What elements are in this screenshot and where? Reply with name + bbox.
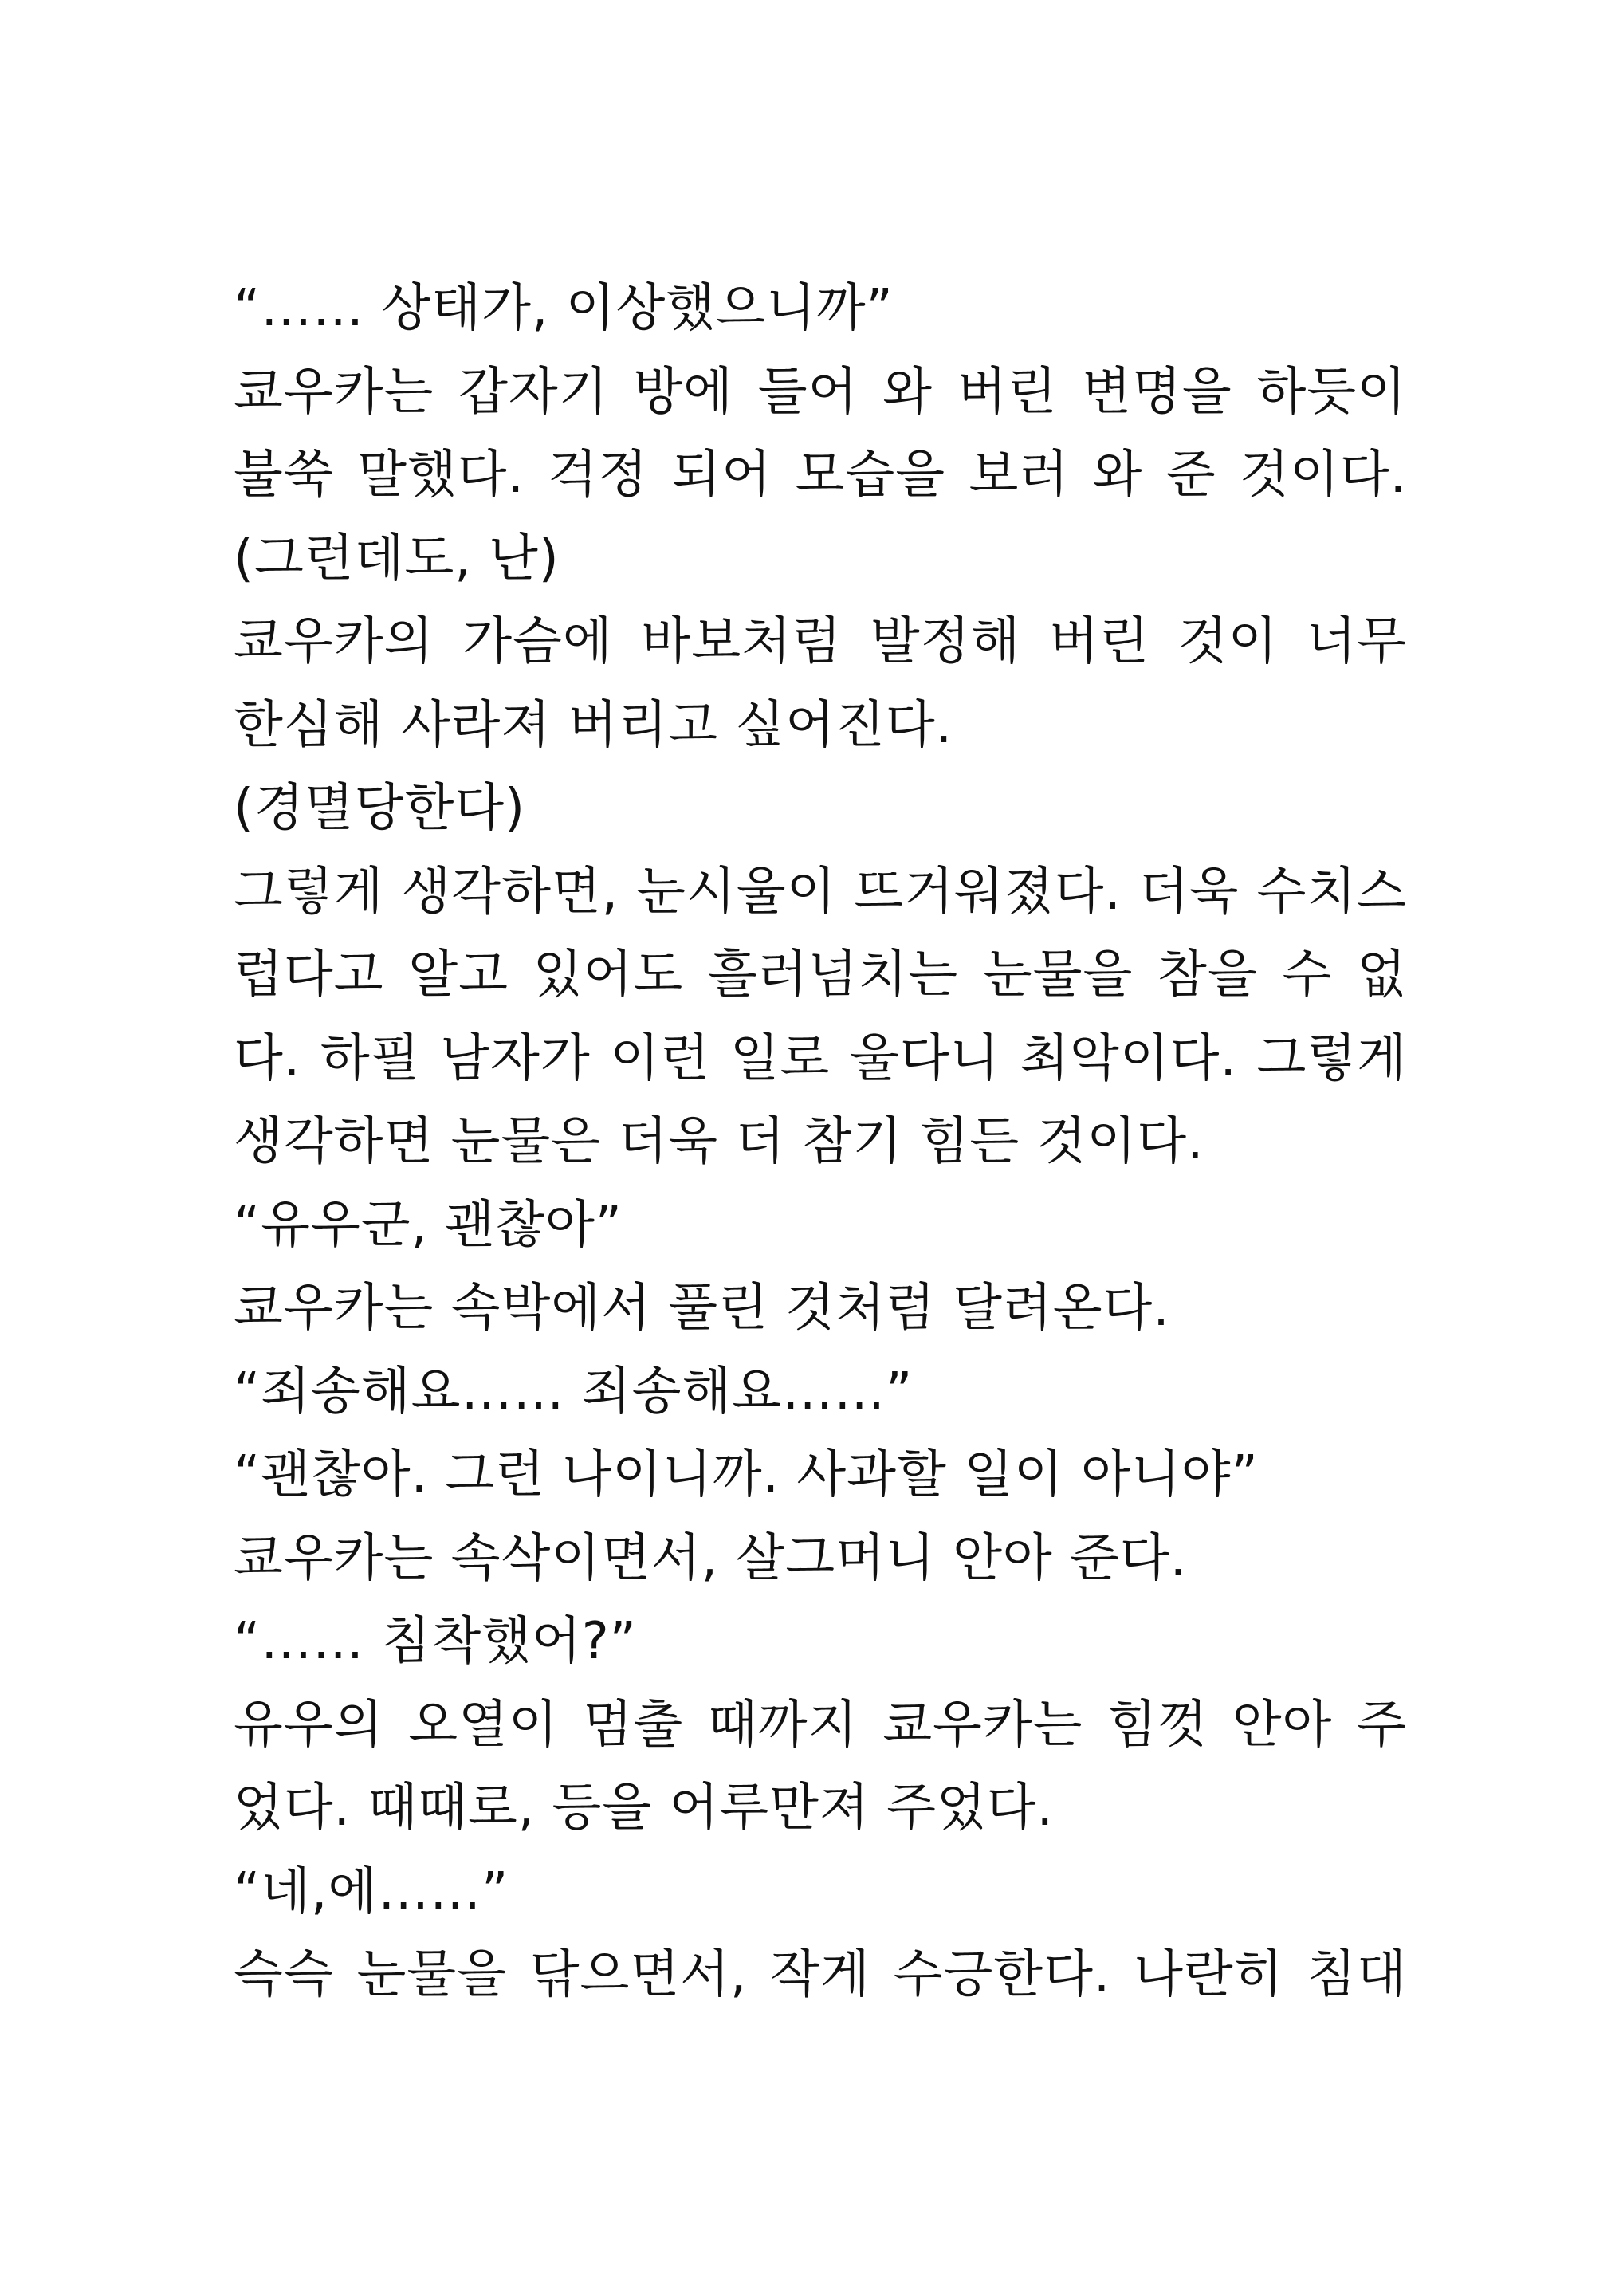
text-line: “괜찮아. 그런 나이니까. 사과할 일이 아니야” [234, 1445, 1259, 1504]
text-line: 쿄우카는 갑자기 방에 들어 와 버린 변명을 하듯이 [234, 362, 1407, 422]
text-line: 한심해 사라져 버리고 싶어진다. [234, 695, 953, 755]
text-line: (그런데도, 난) [234, 529, 560, 588]
text-line: “…… 침착했어?” [234, 1612, 637, 1671]
text-line: 쿄우카는 속박에서 풀린 것처럼 달려온다. [234, 1279, 1170, 1338]
text-line: 쿄우카의 가슴에 바보처럼 발정해 버린 것이 너무 [234, 612, 1407, 671]
text-line: 유우의 오열이 멈출 때까지 쿄우카는 힘껏 안아 주 [234, 1695, 1407, 1755]
text-line: 불쑥 말했다. 걱정 되어 모습을 보러 와 준 것이다. [234, 446, 1407, 505]
text-line: 다. 하필 남자가 이런 일로 울다니 최악이다. 그렇게 [234, 1028, 1407, 1088]
text-line: “…… 상태가, 이상했으니까” [234, 279, 894, 338]
text-line: “죄송해요…… 죄송해요……” [234, 1362, 914, 1421]
body-text [234, 267, 1407, 2017]
text-line: “네,에……” [234, 1862, 509, 1921]
text-line: 그렇게 생각하면, 눈시울이 뜨거워졌다. 더욱 수치스 [234, 862, 1407, 922]
text-line: 쿄우카는 속삭이면서, 살그머니 안아 준다. [234, 1528, 1188, 1588]
text-line: 생각하면 눈물은 더욱 더 참기 힘든 것이다. [234, 1112, 1204, 1171]
text-line: 슥슥 눈물을 닦으면서, 작게 수긍한다. 나란히 침대 [234, 1945, 1407, 2004]
text-line: “유우군, 괜찮아” [234, 1195, 623, 1255]
text-line: (경멸당한다) [234, 779, 526, 838]
text-line: 었다. 때때로, 등을 어루만져 주었다. [234, 1779, 1054, 1838]
text-line: 럽다고 알고 있어도 흘러넘치는 눈물을 참을 수 없 [234, 946, 1407, 1005]
